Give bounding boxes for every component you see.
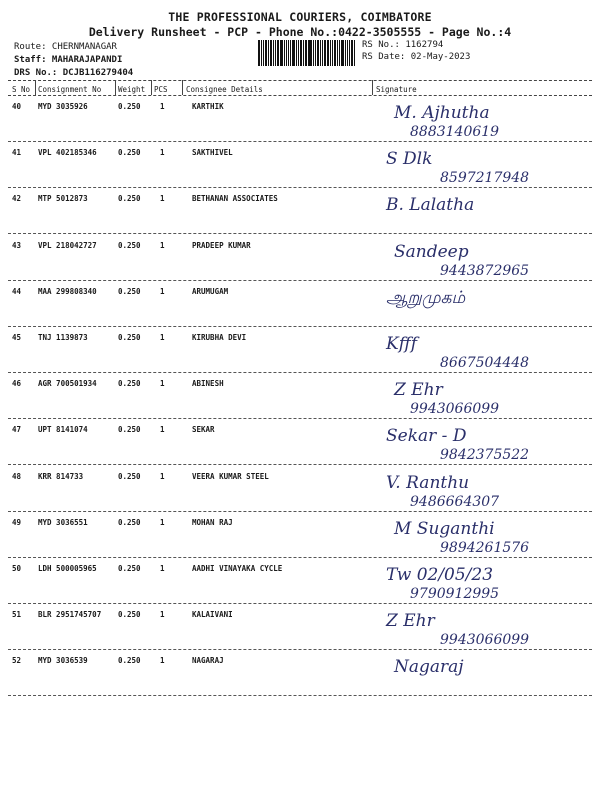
barcode-bar: [317, 40, 319, 66]
barcode-bar: [280, 40, 283, 66]
barcode-bar: [275, 40, 276, 66]
handwritten-signature: [380, 144, 595, 188]
col-weight: Weight: [118, 85, 146, 94]
row-consignment: MYD 3036539: [38, 656, 88, 666]
row-consignee: VEERA KUMAR STEEL: [192, 471, 269, 481]
row-pcs: 1: [160, 610, 165, 620]
signature-phone: 9443872965: [440, 262, 530, 279]
row-consignment: VPL 402185346: [38, 148, 97, 158]
signature-phone: 9486664307: [410, 493, 500, 510]
signature-cell: [380, 237, 595, 281]
handwritten-signature: [380, 468, 595, 512]
row-consignment: LDH 500005965: [38, 564, 97, 573]
row-sno: 43: [12, 240, 22, 250]
col-consignment: Consignment No: [38, 85, 102, 94]
table-row: [0, 142, 600, 188]
signature-scrawl: Tw 02/05/23: [386, 565, 494, 585]
row-consignment: MTP 5012873: [38, 194, 88, 204]
barcode-bar: [315, 40, 316, 66]
barcode-bar: [345, 40, 347, 66]
runsheet-subtitle: Delivery Runsheet - PCP - Phone No.:0422-3505555 - Page No.:4: [88, 25, 512, 39]
row-consignment: AGR 700501934: [38, 379, 97, 389]
row-consignee: KIRUBHA DEVI: [192, 333, 247, 342]
signature-phone: 8597217948: [440, 170, 530, 187]
handwritten-signature: [380, 421, 595, 465]
signature-cell: [380, 283, 595, 327]
signature-phone: 8667504448: [440, 355, 530, 371]
row-pcs: 1: [160, 471, 165, 481]
handwritten-signature: [380, 283, 595, 327]
staff-label: Staff: MAHARAJAPANDI: [14, 55, 123, 65]
signature-cell: [380, 560, 595, 604]
barcode-bar: [327, 40, 330, 66]
signature-cell: [380, 375, 595, 419]
handwritten-signature: [380, 606, 595, 650]
row-weight: 0.250: [118, 333, 141, 342]
row-consignee: NAGARAJ: [192, 656, 224, 666]
row-sno: 50: [12, 564, 22, 573]
row-consignment: VPL 218042727: [38, 240, 97, 250]
barcode-bar: [303, 40, 304, 66]
signature-phone: 9842375522: [440, 447, 530, 464]
row-sno: 40: [12, 102, 22, 111]
barcode-bar: [270, 40, 272, 66]
barcode-bar: [288, 40, 290, 66]
barcode-bar: [286, 40, 287, 66]
row-pcs: 1: [160, 333, 165, 342]
table-row: [0, 558, 600, 604]
barcode-bar: [332, 40, 333, 66]
row-consignee: KALAIVANI: [192, 610, 233, 620]
signature-cell: [380, 190, 595, 234]
handwritten-signature: [380, 514, 595, 558]
handwritten-signature: [380, 190, 595, 234]
barcode-bar: [320, 40, 321, 66]
drs-number: DRS No.: DCJB116279404: [14, 68, 134, 78]
row-consignee: KARTHIK: [192, 102, 224, 111]
table-row: [0, 327, 600, 373]
barcode-bar: [258, 40, 260, 66]
row-consignment: MYD 3035926: [38, 102, 88, 111]
signature-cell: [380, 421, 595, 465]
barcode-bar: [290, 40, 291, 66]
row-pcs: 1: [160, 379, 165, 389]
row-weight: 0.250: [118, 240, 141, 250]
handwritten-signature: [380, 237, 595, 281]
signature-scrawl: Z Ehr: [386, 611, 435, 632]
row-consignment: BLR 2951745707: [38, 610, 102, 620]
row-sno: 44: [12, 286, 22, 296]
handwritten-signature: [380, 560, 595, 604]
table-row: [0, 650, 600, 696]
barcode-bar: [322, 40, 323, 66]
signature-scrawl: Kfff: [386, 334, 418, 354]
barcode-bar: [284, 40, 285, 66]
table-row: [0, 419, 600, 465]
table-row: [0, 188, 600, 234]
row-weight: 0.250: [118, 425, 141, 435]
barcode-bar: [347, 40, 348, 66]
rs-number: RS No.: 1162794: [362, 40, 444, 50]
row-pcs: 1: [160, 517, 165, 527]
row-consignee: ABINESH: [192, 379, 224, 389]
table-row: [0, 512, 600, 558]
row-consignee: PRADEEP KUMAR: [192, 240, 251, 250]
row-rule: [8, 695, 592, 696]
row-sno: 49: [12, 517, 22, 527]
row-consignment: MYD 3036551: [38, 517, 88, 527]
row-consignee: MOHAN RAJ: [192, 517, 233, 527]
signature-scrawl: S Dlk: [386, 149, 433, 170]
row-pcs: 1: [160, 240, 165, 250]
barcode-bar: [265, 40, 268, 66]
table-row: [0, 281, 600, 327]
signature-cell: [380, 329, 595, 373]
barcode-bar: [298, 40, 299, 66]
row-weight: 0.250: [118, 564, 141, 573]
row-pcs: 1: [160, 102, 165, 111]
row-sno: 47: [12, 425, 22, 435]
signature-cell: [380, 98, 595, 142]
row-weight: 0.250: [118, 194, 141, 204]
signature-phone: 8883140619: [410, 124, 500, 140]
signature-cell: [380, 652, 595, 696]
col-signature: Signature: [376, 85, 417, 94]
signature-cell: [380, 514, 595, 558]
row-consignee: SAKTHIVEL: [192, 148, 233, 158]
barcode-bar: [324, 40, 326, 66]
barcode: [258, 40, 356, 66]
signature-phone: 9790912995: [410, 586, 500, 602]
signature-scrawl: ஆறுமுகம்: [386, 287, 466, 308]
row-consignment: MAA 299808340: [38, 286, 97, 296]
row-weight: 0.250: [118, 379, 141, 389]
col-sno: S No: [12, 85, 31, 94]
signature-phone: 9894261576: [440, 539, 530, 556]
row-weight: 0.250: [118, 610, 141, 620]
signature-cell: [380, 606, 595, 650]
barcode-bar: [268, 40, 269, 66]
row-pcs: 1: [160, 656, 165, 666]
signature-scrawl: M Suganthi: [394, 518, 495, 539]
row-pcs: 1: [160, 148, 165, 158]
col-divider: [35, 80, 36, 95]
row-sno: 51: [12, 610, 22, 620]
barcode-bar: [300, 40, 302, 66]
barcode-bar: [313, 40, 314, 66]
table-row: [0, 604, 600, 650]
row-pcs: 1: [160, 425, 165, 435]
barcode-bar: [309, 40, 312, 66]
col-divider: [151, 80, 152, 95]
handwritten-signature: [380, 375, 595, 419]
barcode-bar: [330, 40, 331, 66]
barcode-bar: [351, 40, 353, 66]
handwritten-signature: [380, 652, 595, 696]
barcode-bar: [296, 40, 297, 66]
company-title: THE PROFESSIONAL COURIERS, COIMBATORE: [168, 10, 432, 24]
col-consignee: Consignee Details: [186, 85, 263, 94]
table-top-rule: [8, 80, 592, 81]
rs-date: RS Date: 02-May-2023: [362, 52, 471, 62]
table-row: [0, 466, 600, 512]
row-weight: 0.250: [118, 517, 141, 527]
table-row: [0, 235, 600, 281]
row-weight: 0.250: [118, 102, 141, 111]
row-sno: 45: [12, 333, 22, 342]
barcode-bar: [273, 40, 274, 66]
route-label: Route: CHERNMANAGAR: [14, 42, 117, 52]
barcode-bar: [308, 40, 309, 66]
signature-scrawl: B. Lalatha: [386, 195, 475, 216]
row-consignment: KRR 814733: [38, 471, 84, 481]
row-weight: 0.250: [118, 148, 141, 158]
row-consignee: SEKAR: [192, 425, 215, 435]
col-divider: [372, 80, 373, 95]
table-row: [0, 373, 600, 419]
row-sno: 42: [12, 194, 22, 204]
signature-phone: 9943066099: [440, 632, 530, 649]
barcode-bar: [341, 40, 344, 66]
signature-scrawl: V. Ranthu: [386, 472, 470, 493]
barcode-bar: [277, 40, 279, 66]
signature-phone: 9943066099: [410, 401, 500, 418]
table-row: [0, 96, 600, 142]
row-sno: 41: [12, 148, 22, 158]
signature-scrawl: Sandeep: [394, 241, 469, 262]
row-pcs: 1: [160, 194, 165, 204]
barcode-bar: [339, 40, 340, 66]
col-divider: [115, 80, 116, 95]
row-pcs: 1: [160, 564, 165, 573]
handwritten-signature: [380, 98, 595, 142]
barcode-bar: [349, 40, 350, 66]
signature-scrawl: Sekar - D: [386, 426, 467, 447]
row-pcs: 1: [160, 286, 165, 296]
row-consignee: ARUMUGAM: [192, 286, 229, 296]
barcode-bar: [263, 40, 264, 66]
barcode-bar: [354, 40, 355, 66]
row-consignee: AADHI VINAYAKA CYCLE: [192, 564, 283, 573]
row-consignment: TNJ 1139873: [38, 333, 88, 342]
row-sno: 46: [12, 379, 22, 389]
signature-cell: [380, 468, 595, 512]
handwritten-signature: [380, 329, 595, 373]
barcode-bar: [261, 40, 262, 66]
barcode-bar: [305, 40, 307, 66]
row-weight: 0.250: [118, 471, 141, 481]
signature-cell: [380, 144, 595, 188]
row-consignment: UPT 8141074: [38, 425, 88, 435]
barcode-bar: [334, 40, 336, 66]
row-weight: 0.250: [118, 656, 141, 666]
signature-scrawl: Z Ehr: [394, 380, 443, 401]
row-consignee: BETHANAN ASSOCIATES: [192, 194, 278, 204]
signature-scrawl: M. Ajhutha: [394, 103, 490, 123]
signature-scrawl: Nagaraj: [394, 657, 464, 678]
row-weight: 0.250: [118, 286, 141, 296]
barcode-bar: [337, 40, 338, 66]
barcode-bar: [292, 40, 295, 66]
col-pcs: PCS: [154, 85, 168, 94]
row-sno: 48: [12, 471, 22, 481]
row-sno: 52: [12, 656, 22, 666]
col-divider: [182, 80, 183, 95]
